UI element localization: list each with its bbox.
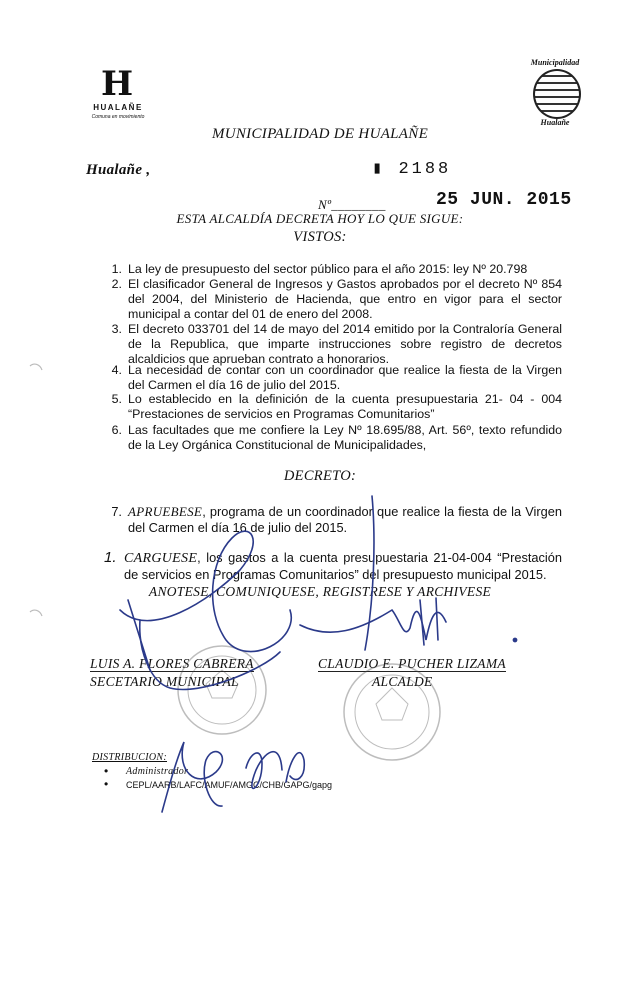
list-item <box>104 322 562 368</box>
mayor-name: CLAUDIO E. PUCHER LIZAMA <box>318 656 506 671</box>
seal-bottom-text: Hualañe <box>540 118 570 127</box>
stamp-prefix-icon: ▮ <box>372 160 386 179</box>
item-text: Las facultades que me confiere la Ley Nº 18.695/88, Art. 56º, texto refundido de la Ley Orgánica Constitucional de Municipalidades, <box>128 423 562 452</box>
secretary-title: SECETARIO MUNICIPAL <box>90 674 239 689</box>
distribution-list <box>104 766 464 792</box>
item-number: 5. <box>111 392 122 406</box>
item-number: 1. <box>104 549 117 566</box>
bullet-icon: • <box>104 777 109 791</box>
decree-number: 2188 <box>398 160 452 179</box>
item-number: 1. <box>111 262 122 276</box>
item-text: El decreto 033701 del 14 de mayo del 2014 emitido por la Contraloría General de la Republica, que imparte instrucciones sobre registro de decretos alcaldicios que aprueban contrato a honorarios. <box>128 322 562 366</box>
list-item <box>104 363 562 394</box>
seal-top-text: Municipalidad <box>530 58 580 67</box>
vistos-heading: VISTOS: <box>293 229 347 245</box>
resolution-text <box>128 504 562 536</box>
list-item <box>104 779 464 792</box>
distribution-item: Administrador <box>126 766 189 777</box>
hualane-logo <box>88 64 150 124</box>
resolution-body: , programa de un coordinador que realice la fiesta de la Virgen del Carmen el día 16 de julio del 2015. <box>128 504 562 535</box>
charge-text <box>124 550 562 583</box>
municipal-seal <box>520 58 590 130</box>
decree-date-stamp: 25 JUN. 2015 <box>436 190 572 210</box>
logo-tagline: Comuna en movimiento <box>91 114 145 120</box>
item-number: 2. <box>111 277 122 291</box>
item-number: 6. <box>111 423 122 437</box>
distribution-label: DISTRIBUCION: <box>92 752 168 763</box>
secretary-name: LUIS A. FLORES CABRERA <box>90 656 254 671</box>
item-text: Lo establecido en la definición de la cuenta presupuestaria 21- 04 - 004 “Prestaciones de servicios en Programas Comunitarios” <box>128 392 562 421</box>
logo-name: HUALAÑE <box>93 103 143 112</box>
list-item <box>104 423 562 454</box>
mayor-title: ALCALDE <box>372 674 433 689</box>
charge-verb: CARGUESE <box>124 551 198 566</box>
decree-intro: ESTA ALCALDÍA DECRETA HOY LO QUE SIGUE: <box>176 211 464 226</box>
bullet-icon: • <box>104 764 109 778</box>
resolution-verb: APRUEBESE <box>128 504 203 519</box>
item-number: 4. <box>111 363 122 377</box>
item-text: El clasificador General de Ingresos y Gastos aprobados por el decreto Nº 854 del 2004, del Ministerio de Hacienda, que entro en vigor para el sector municipal a contar del 01 de enero del 2008. <box>128 277 562 321</box>
item-text: La necesidad de contar con un coordinador que realice la fiesta de la Virgen del Carmen el día 16 de julio del 2015. <box>128 363 562 392</box>
document-title: MUNICIPALIDAD DE HUALAÑE <box>211 126 429 142</box>
seal-shield-icon <box>533 69 581 119</box>
logo-mark: H <box>100 64 134 104</box>
punch-hole-icon <box>30 364 42 616</box>
charge-body: , los gastos a la cuenta presupuestaria 21-04-004 “Prestación de servicios en Programas Comunitarios” del presupuesto municipal 2015. <box>124 550 562 582</box>
list-item <box>104 766 464 779</box>
resolution-item <box>104 504 562 540</box>
number-label: Nº________ <box>318 197 386 212</box>
list-item <box>104 262 562 278</box>
place-label: Hualañe , <box>86 162 151 178</box>
list-item <box>104 392 562 423</box>
item-text: La ley de presupuesto del sector público para el año 2015: ley Nº 20.798 <box>128 262 528 276</box>
closing-line: ANOTESE, COMUNIQUESE, REGISTRESE Y ARCHIVESE <box>148 584 492 599</box>
item-number: 3. <box>111 322 122 336</box>
charge-item <box>104 550 562 586</box>
item-number: 7. <box>111 504 122 519</box>
list-item <box>104 277 562 323</box>
distribution-item: CEPL/AARB/LAFC/AMUF/AMGC/CHB/GAPG/gapg <box>126 780 333 790</box>
decree-number-stamp <box>372 158 451 179</box>
decreto-heading: DECRETO: <box>283 468 357 484</box>
